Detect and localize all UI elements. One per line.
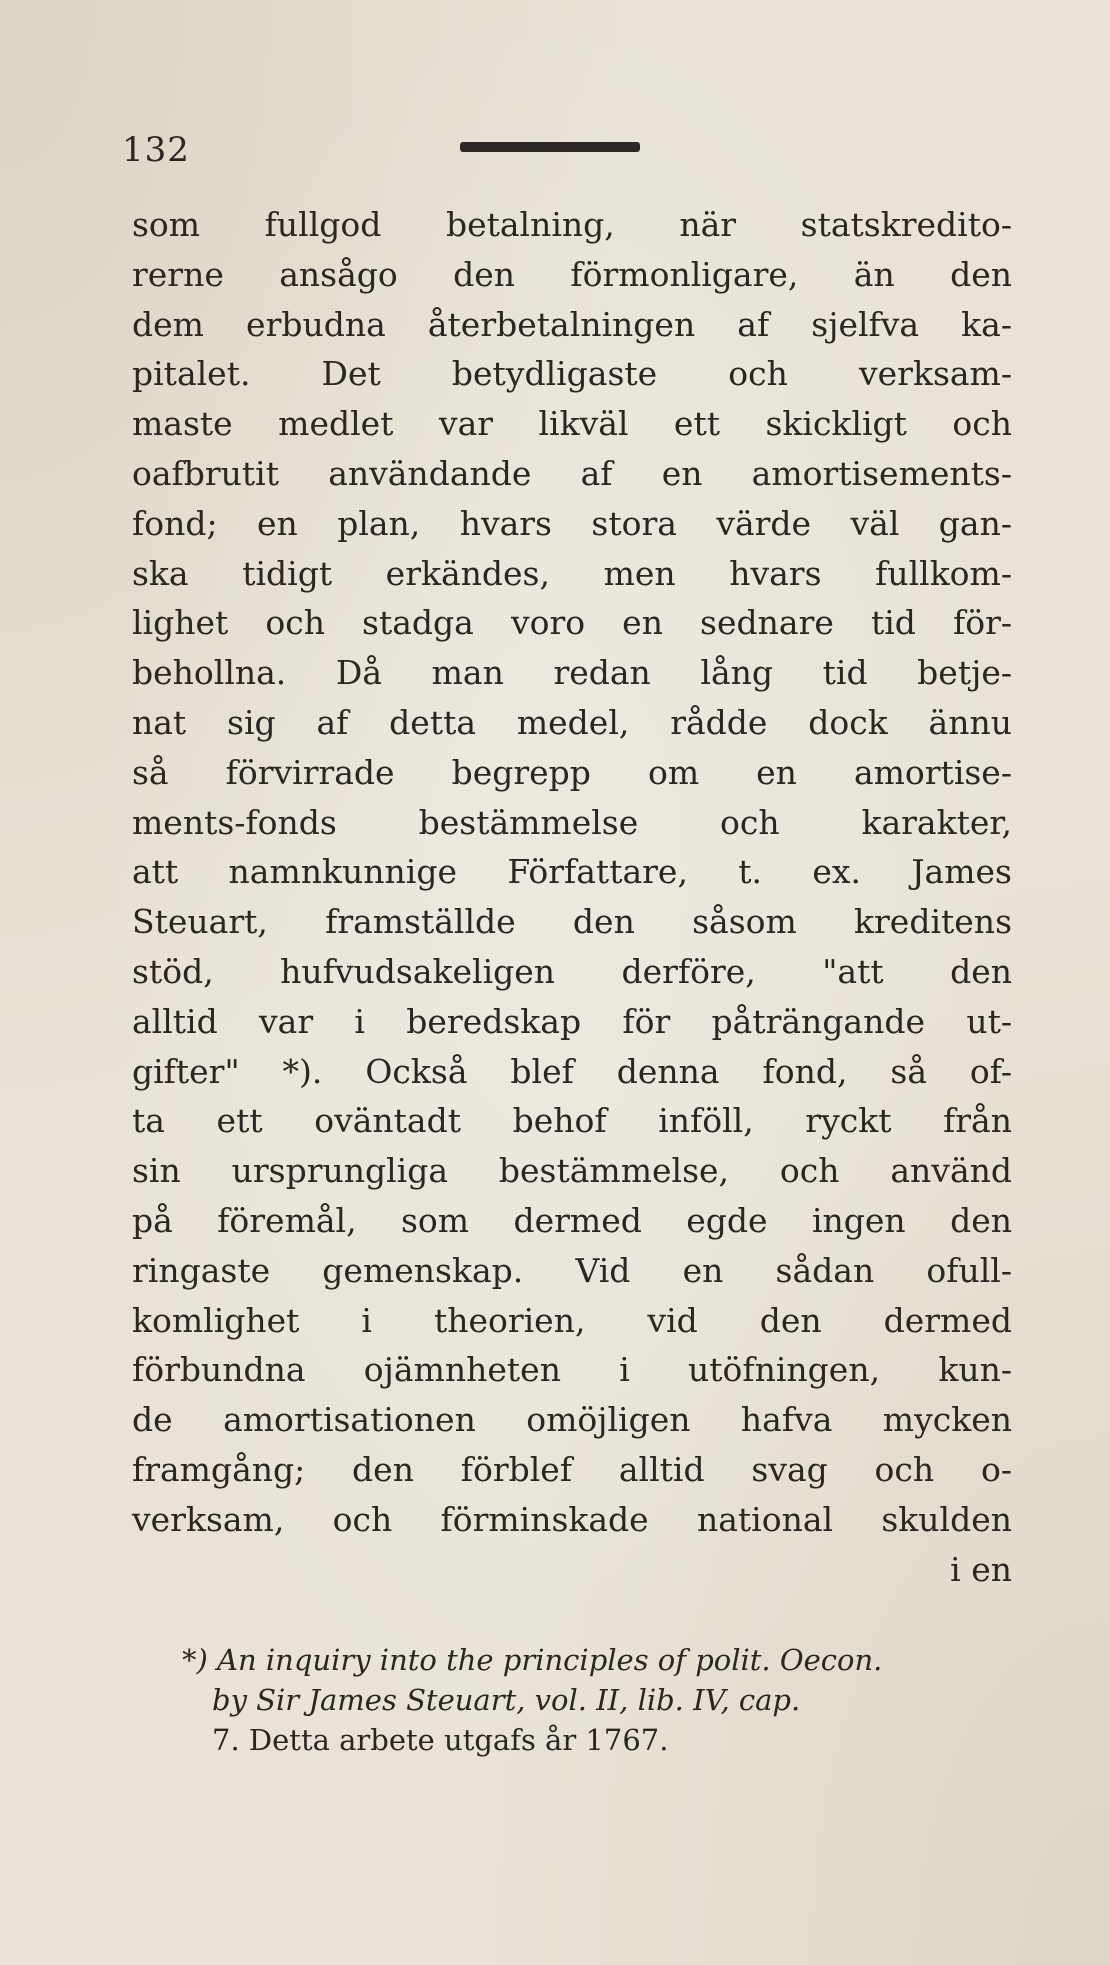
text-line: som fullgod betalning, när statskredito-	[132, 205, 1012, 244]
text-line: gifter" *). Också blef denna fond, så of-	[132, 1051, 1012, 1091]
text-line: fond; en plan, hvars stora värde väl gan-	[132, 503, 1012, 543]
text-line: så förvirrade begrepp om en amortise-	[132, 752, 1012, 792]
text-line: dem erbudna återbetalningen af sjelfva ka-	[132, 304, 1012, 344]
text-line: komlighet i theorien, vid den dermed	[132, 1300, 1012, 1340]
text-line: maste medlet var likväl ett skickligt och	[132, 404, 1012, 444]
text-line: på föremål, som dermed egde ingen den	[132, 1200, 1012, 1240]
text-line: de amortisationen omöjligen hafva mycken	[132, 1400, 1012, 1440]
text-line: förbundna ojämnheten i utöfningen, kun-	[132, 1350, 1012, 1390]
text-line: stöd, hufvudsakeligen derföre, "att den	[132, 951, 1012, 991]
text-line: lighet och stadga voro en sednare tid för-	[132, 603, 1012, 643]
text-line: verksam, och förminskade national skulden	[132, 1499, 1012, 1539]
text-line: oafbrutit användande af en amortisements-	[132, 453, 1012, 493]
text-line: att namnkunnige Författare, t. ex. James	[132, 852, 1012, 892]
text-line: nat sig af detta medel, rådde dock ännu	[132, 702, 1012, 742]
footnote-line-1: *) An inquiry into the principles of polit. Oecon.	[182, 1643, 883, 1677]
footnote-line-3: 7. Detta arbete utgafs år 1767.	[212, 1723, 669, 1757]
text-line: pitalet. Det betydligaste och verksam-	[132, 354, 1012, 394]
text-line: sin ursprungliga bestämmelse, och använd	[132, 1151, 1012, 1191]
text-line: ringaste gemenskap. Vid en sådan ofull-	[132, 1250, 1012, 1290]
catchword-line: i en	[950, 1549, 1012, 1589]
text-line: ta ett oväntadt behof inföll, ryckt från	[132, 1101, 1012, 1141]
footnote	[182, 1640, 1022, 1760]
page-number: 132	[122, 130, 190, 170]
text-line: ska tidigt erkändes, men hvars fullkom-	[132, 553, 1012, 593]
text-line: alltid var i beredskap för påträngande ut-	[132, 1001, 1012, 1041]
text-line: ments-fonds bestämmelse och karakter,	[132, 802, 1012, 842]
text-line: rerne ansågo den förmonligare, än den	[132, 254, 1012, 294]
text-line: behollna. Då man redan lång tid betje-	[132, 653, 1012, 693]
header-rule	[460, 142, 640, 152]
footnote-line-2: by Sir James Steuart, vol. II, lib. IV, cap.	[212, 1683, 801, 1717]
body-text	[132, 200, 1012, 1594]
text-line: framgång; den förblef alltid svag och o-	[132, 1449, 1012, 1489]
text-line: Steuart, framställde den såsom kreditens	[132, 902, 1012, 942]
